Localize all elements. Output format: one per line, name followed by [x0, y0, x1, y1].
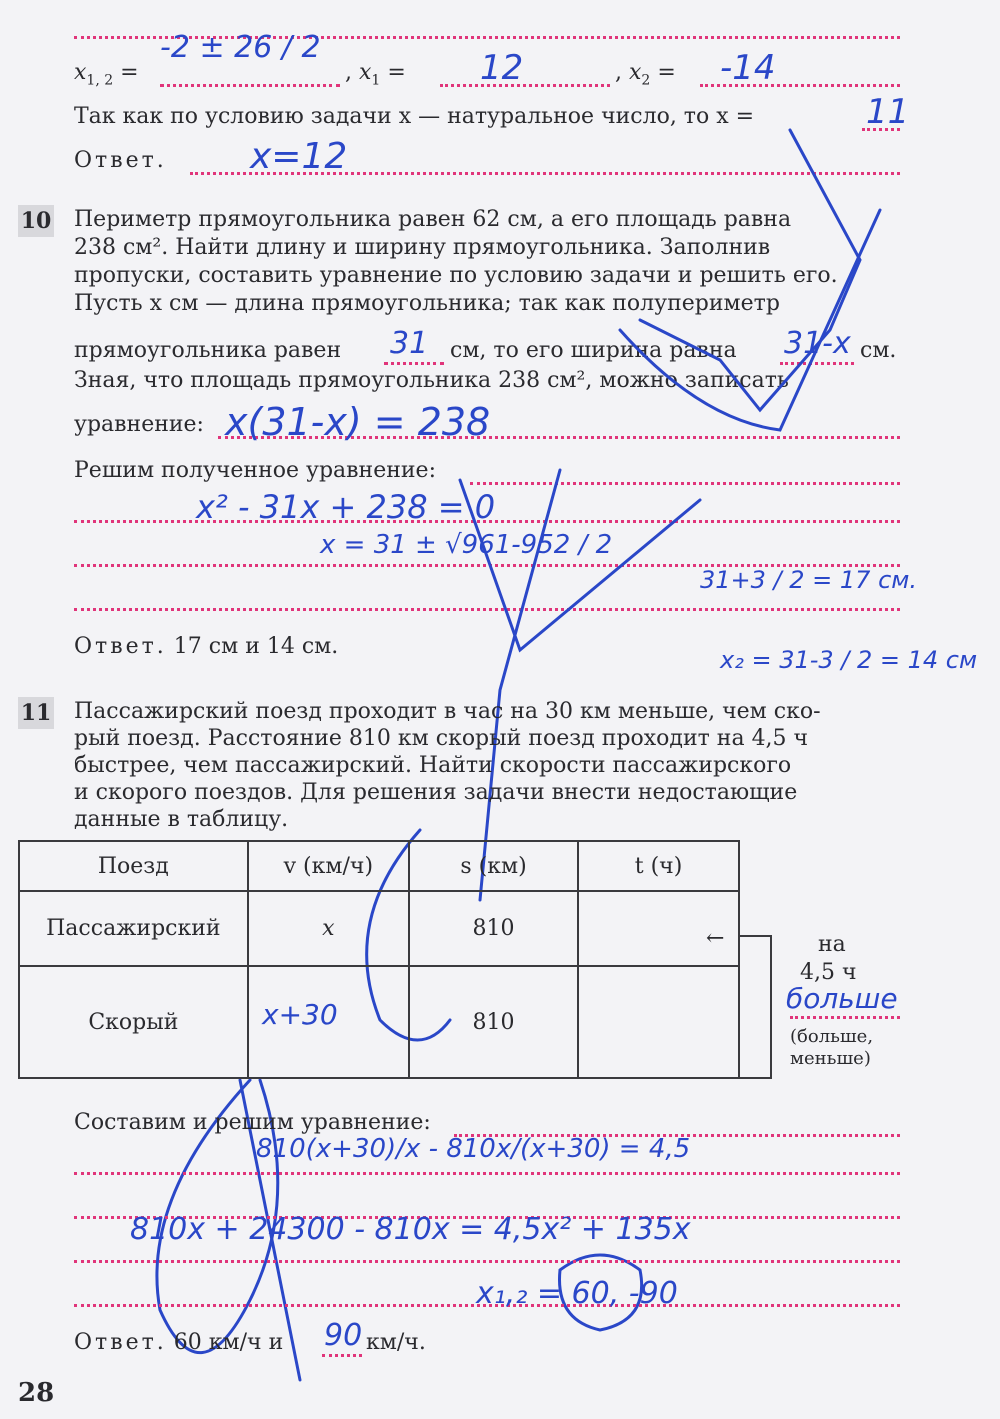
stroke-check-2 — [460, 480, 700, 650]
p11-line4: и скорого поездов. Для решения задачи внести недостающие — [74, 780, 798, 805]
x1-eq: = — [380, 60, 406, 85]
handwritten-x: 11 — [866, 92, 910, 132]
compose-label: Составим и решим уравнение: — [74, 1110, 431, 1135]
table-row — [19, 891, 739, 966]
p11-line5: данные в таблицу. — [74, 807, 289, 832]
roots-subscript: 1, 2 — [86, 72, 114, 89]
p10-line4: Пусть x см — длина прямоугольника; так как полупериметр — [74, 291, 780, 316]
p11-line3: быстрее, чем пассажирский. Найти скорости пассажирского — [74, 753, 792, 778]
condition-text: Так как по условию задачи x — натуральное число, то x = — [74, 104, 755, 129]
stroke-big-check — [640, 130, 860, 410]
handwritten-semi: 31 — [390, 326, 429, 361]
handwritten-eq3: x₁,₂ = 60, -90 — [476, 1276, 678, 1311]
problem-number-10: 10 — [18, 205, 54, 237]
handwritten-more: больше — [786, 982, 898, 1015]
x2-line: , $x_2$ = — [615, 60, 676, 89]
problem-number-11: 11 — [18, 697, 54, 729]
side-choice: (больше, — [790, 1026, 874, 1047]
trains-table — [18, 840, 740, 1079]
answer-value-10: 17 см и 14 см. — [173, 634, 339, 659]
handwritten-roots: -2 ± 26 / 2 — [160, 30, 321, 65]
p10-line8: Решим полученное уравнение: — [74, 458, 436, 483]
handwritten-eq1: 810(x+30)/x - 810x/(x+30) = 4,5 — [256, 1134, 691, 1164]
table-row — [19, 966, 739, 1078]
x2-subscript: 2 — [641, 72, 651, 89]
compose-fill-2[interactable] — [74, 1172, 900, 1175]
x1-var: x — [359, 60, 372, 85]
table-header-row — [19, 841, 739, 891]
side-hours: 4,5 ч — [800, 960, 857, 985]
p11-line2: рый поезд. Расстояние 810 км скорый поезд проходит на 4,5 ч — [74, 726, 809, 751]
p10-line5c: см. — [860, 338, 897, 363]
compose-fill-4[interactable] — [74, 1260, 900, 1263]
x1-line: , $x_1$ = — [345, 60, 406, 89]
side-choice2: меньше) — [790, 1048, 871, 1069]
handwritten-fast-speed: x+30 — [262, 998, 338, 1031]
roots-eq: = — [113, 60, 139, 85]
handwritten-roots-10: x = 31 ± √961-952 / 2 — [320, 530, 613, 560]
answer-text-11a: 60 км/ч и — [173, 1330, 284, 1355]
table-cell: Пассажирский — [19, 891, 248, 966]
x1-subscript: 1 — [371, 72, 381, 89]
roots-var: x — [74, 60, 87, 85]
answer-text-11b: км/ч. — [366, 1330, 426, 1355]
side-na: на — [818, 932, 846, 957]
table-bracket — [740, 935, 772, 1079]
handwritten-answer-11: 90 — [324, 1318, 363, 1353]
arrow-left-icon: ← — [706, 926, 725, 951]
handwritten-x1: 12 — [480, 48, 524, 88]
table-cell[interactable] — [578, 966, 739, 1078]
answer-label-9: Ответ. — [74, 148, 167, 173]
handwritten-quadratic: x² - 31x + 238 = 0 — [196, 488, 496, 526]
x2-var: x — [629, 60, 642, 85]
p10-line3: пропуски, составить уравнение по условию задачи и решить его. — [74, 263, 838, 288]
p10-line2: 238 см². Найти длину и ширину прямоугольника. Заполнив — [74, 235, 771, 260]
p10-line7: уравнение: — [74, 412, 204, 437]
handwritten-equation: x(31-x) = 238 — [225, 400, 491, 444]
p10-line5a: прямоугольника равен — [74, 338, 342, 363]
answer-11 — [74, 1328, 283, 1358]
handwritten-eq2: 810x + 24300 - 810x = 4,5x² + 135x — [130, 1212, 691, 1247]
p10-line1: Периметр прямоугольника равен 62 см, а его площадь равна — [74, 207, 792, 232]
answer-label-10: Ответ. — [74, 634, 167, 659]
table-cell[interactable]: x — [248, 891, 409, 966]
handwritten-x2: -14 — [720, 48, 776, 88]
stroke-check-3 — [480, 470, 560, 900]
more-less-fill[interactable] — [790, 1016, 900, 1019]
handwritten-width: 31-x — [784, 326, 851, 361]
handwritten-r2: x₂ = 31-3 / 2 = 14 см — [720, 646, 978, 674]
table-cell: 810 — [409, 966, 578, 1078]
handwritten-r1: 31+3 / 2 = 17 см. — [700, 566, 917, 594]
x2-eq: = — [650, 60, 676, 85]
p10-line5b: см, то его ширина равна — [450, 338, 737, 363]
table-header: v (км/ч) — [248, 841, 409, 891]
p10-line6: Зная, что площадь прямоугольника 238 см², можно записать — [74, 368, 789, 393]
handwritten-answer-9: x=12 — [250, 136, 348, 177]
table-header: Поезд — [19, 841, 248, 891]
answer-label-11: Ответ. — [74, 1330, 167, 1355]
table-header: s (км) — [409, 841, 578, 891]
table-cell: 810 — [409, 891, 578, 966]
page-number: 28 — [18, 1378, 55, 1408]
table-header: t (ч) — [578, 841, 739, 891]
answer-fill-11[interactable] — [322, 1354, 362, 1357]
p11-line1: Пассажирский поезд проходит в час на 30 км меньше, чем ско- — [74, 699, 821, 724]
table-cell: Скорый — [19, 966, 248, 1078]
